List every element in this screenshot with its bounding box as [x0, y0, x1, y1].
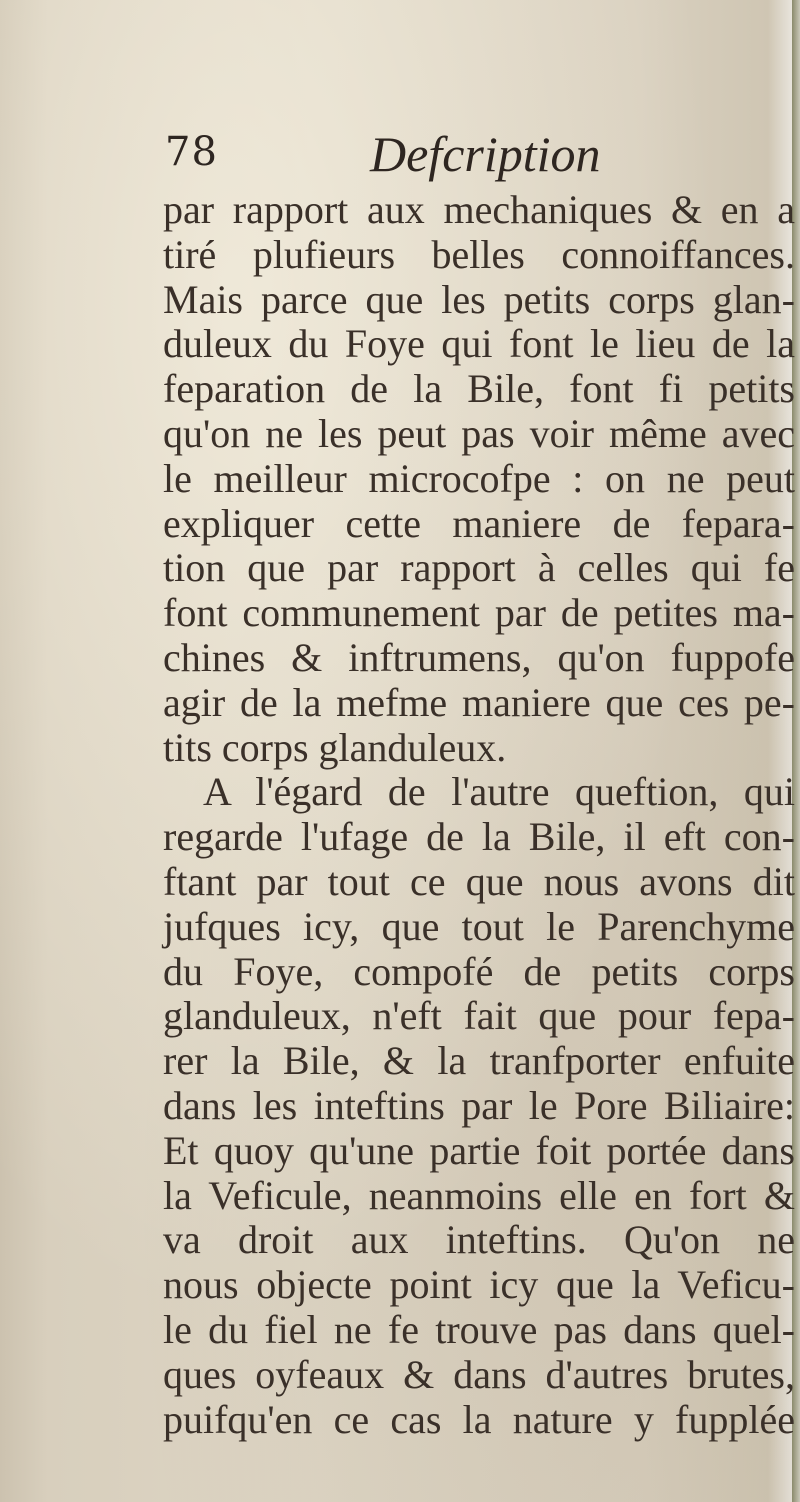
text-line: le du fiel ne fe trouve pas dans quel- — [163, 1306, 795, 1352]
text-line: expliquer cette maniere de fepara- — [163, 500, 795, 546]
text-line: nous objecte point icy que la Veficu- — [163, 1262, 795, 1308]
text-line: font communement par de petites ma- — [163, 590, 795, 636]
text-line: le meilleur microcofpe : on ne peut — [163, 455, 795, 501]
text-line: ftant par tout ce que nous avons dit — [163, 858, 795, 904]
text-line: par rapport aux mechaniques & en a — [163, 187, 795, 232]
text-line: feparation de la Bile, font fi petits — [163, 366, 795, 412]
page-number: 78 — [165, 129, 218, 175]
text-line: qu'on ne les peut pas voir même avec — [163, 410, 795, 456]
text-line: tion que par rapport à celles qui fe — [163, 545, 795, 591]
text-line: dans les inteftins par le Pore Biliaire: — [163, 1082, 795, 1128]
text-line: jufques icy, que tout le Parenchyme — [163, 903, 795, 949]
text-line: du Foye, compofé de petits corps — [163, 948, 795, 994]
text-line: puifqu'en ce cas la nature y fupplée — [163, 1396, 795, 1442]
text-line: rer la Bile, & la tranfporter enfuite — [163, 1038, 795, 1084]
text-line: tiré plufieurs belles connoiffances. — [163, 231, 795, 277]
text-line: A l'égard de l'autre queftion, qui — [203, 769, 795, 815]
text-line: la Veficule, neanmoins elle en fort & — [163, 1172, 795, 1218]
text-line: ques oyfeaux & dans d'autres brutes, — [163, 1351, 795, 1397]
text-line: agir de la mefme maniere que ces pe- — [163, 679, 795, 725]
text-line: tits corps glanduleux. — [163, 724, 507, 770]
text-line: va droit aux inteftins. Qu'on ne — [163, 1217, 795, 1263]
text-line: regarde l'ufage de la Bile, il eft con- — [163, 814, 795, 860]
body-text — [163, 188, 795, 1442]
text-line: duleux du Foye qui font le lieu de la — [163, 321, 795, 367]
text-line: Et quoy qu'une partie foit portée dans — [163, 1127, 795, 1173]
running-head: Defcription — [370, 126, 601, 182]
text-line: glanduleux, n'eft fait que pour fepa- — [163, 993, 795, 1039]
text-line: Mais parce que les petits corps glan- — [163, 276, 795, 322]
page-header — [165, 125, 685, 185]
text-line: chines & inftrumens, qu'on fuppofe — [163, 634, 795, 680]
